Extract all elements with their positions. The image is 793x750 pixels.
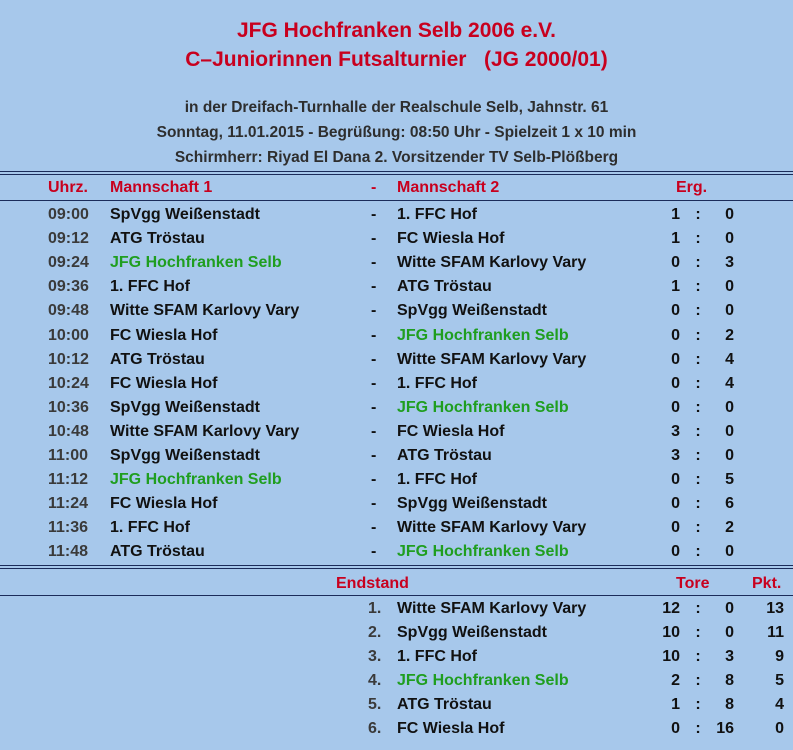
match-score-away: 2 — [725, 326, 734, 344]
standing-rank: 1. — [368, 600, 382, 617]
match-team1: JFG Hochfranken Selb — [110, 254, 282, 272]
standing-goals-for: 12 — [662, 600, 680, 617]
match-score-away: 0 — [725, 422, 734, 440]
match-team1: SpVgg Weißenstadt — [110, 398, 260, 416]
match-team1: FC Wiesla Hof — [110, 374, 218, 392]
match-score-sep: : — [695, 422, 701, 440]
standing-points: 5 — [775, 672, 784, 689]
match-dash: - — [371, 206, 377, 223]
match-score-sep: : — [695, 374, 701, 392]
standing-rank: 4. — [368, 672, 382, 689]
match-score-sep: : — [695, 326, 701, 344]
match-score-away: 0 — [725, 278, 734, 296]
header-goals: Tore — [676, 575, 710, 592]
match-time: 09:12 — [48, 230, 89, 248]
standing-goals-sep: : — [695, 720, 701, 737]
standing-points: 9 — [775, 648, 784, 665]
match-score-sep: : — [695, 398, 701, 416]
match-team2: 1. FFC Hof — [397, 206, 477, 223]
tournament-subtitle: C–Juniorinnen Futsalturnier (JG 2000/01) — [185, 48, 608, 71]
match-time: 09:48 — [48, 302, 89, 320]
standing-rank: 6. — [368, 720, 382, 737]
divider-top-2 — [0, 174, 793, 175]
header-time: Uhrz. — [48, 179, 88, 196]
match-team1: ATG Tröstau — [110, 350, 205, 368]
divider-mid-1 — [0, 565, 793, 566]
match-score-sep: : — [695, 278, 701, 296]
standing-goals-for: 1 — [671, 696, 680, 713]
match-score-home: 1 — [671, 278, 680, 296]
match-team1: 1. FFC Hof — [110, 278, 190, 296]
match-dash: - — [371, 302, 377, 320]
match-score-home: 0 — [671, 302, 680, 320]
match-team1: Witte SFAM Karlovy Vary — [110, 302, 300, 320]
match-score-away: 3 — [725, 254, 734, 272]
match-dash: - — [371, 254, 377, 272]
match-team2: SpVgg Weißenstadt — [397, 495, 547, 513]
standing-goals-for: 0 — [671, 720, 680, 737]
match-team1: ATG Tröstau — [110, 230, 205, 248]
standing-goals-sep: : — [695, 648, 701, 665]
match-team2: FC Wiesla Hof — [397, 230, 505, 248]
match-score-sep: : — [695, 519, 701, 537]
match-dash: - — [371, 495, 377, 513]
divider-top-1 — [0, 171, 793, 172]
match-time: 09:24 — [48, 254, 89, 272]
match-score-home: 0 — [671, 254, 680, 272]
standing-goals-for: 2 — [671, 672, 680, 689]
match-dash: - — [371, 278, 377, 296]
match-score-away: 0 — [725, 447, 734, 464]
standing-goals-sep: : — [695, 696, 701, 713]
match-team2: ATG Tröstau — [397, 447, 492, 464]
match-score-away: 4 — [725, 374, 734, 392]
match-dash: - — [371, 447, 377, 464]
match-score-sep: : — [695, 254, 701, 272]
match-score-home: 0 — [671, 398, 680, 416]
match-time: 11:36 — [48, 519, 89, 537]
match-score-away: 0 — [725, 206, 734, 223]
match-score-home: 0 — [671, 326, 680, 344]
match-time: 10:48 — [48, 422, 89, 440]
match-time: 10:00 — [48, 326, 89, 344]
match-score-sep: : — [695, 350, 701, 368]
divider-mid-2 — [0, 568, 793, 569]
match-score-sep: : — [695, 302, 701, 320]
match-score-home: 1 — [671, 206, 680, 223]
match-team1: FC Wiesla Hof — [110, 326, 218, 344]
standing-rank: 2. — [368, 624, 382, 641]
match-dash: - — [371, 326, 377, 344]
match-team2: Witte SFAM Karlovy Vary — [397, 519, 587, 537]
standing-points: 11 — [767, 624, 784, 641]
match-dash: - — [371, 471, 377, 489]
standing-goals-against: 8 — [725, 696, 734, 713]
standing-goals-sep: : — [695, 672, 701, 689]
match-dash: - — [371, 374, 377, 392]
standing-team: 1. FFC Hof — [397, 648, 477, 665]
match-score-home: 1 — [671, 230, 680, 248]
match-team1: FC Wiesla Hof — [110, 495, 218, 513]
match-score-away: 0 — [725, 543, 734, 561]
standing-goals-sep: : — [695, 600, 701, 617]
match-time: 10:12 — [48, 350, 89, 368]
divider-standings — [0, 595, 793, 596]
standing-team: SpVgg Weißenstadt — [397, 624, 547, 641]
match-team1: Witte SFAM Karlovy Vary — [110, 422, 300, 440]
match-score-home: 0 — [671, 495, 680, 513]
match-score-sep: : — [695, 230, 701, 248]
match-time: 11:12 — [48, 471, 89, 489]
standing-points: 4 — [775, 696, 784, 713]
standing-goals-against: 16 — [716, 720, 734, 737]
match-dash: - — [371, 519, 377, 537]
match-team2: 1. FFC Hof — [397, 471, 477, 489]
match-time: 09:36 — [48, 278, 89, 296]
standing-goals-sep: : — [695, 624, 701, 641]
match-time: 10:24 — [48, 374, 89, 392]
match-dash: - — [371, 230, 377, 248]
match-score-sep: : — [695, 447, 701, 464]
match-score-away: 0 — [725, 398, 734, 416]
match-team1: SpVgg Weißenstadt — [110, 447, 260, 464]
match-score-home: 0 — [671, 519, 680, 537]
match-team2: Witte SFAM Karlovy Vary — [397, 254, 587, 272]
standing-team: JFG Hochfranken Selb — [397, 672, 569, 689]
header-final-standings: Endstand — [336, 575, 409, 592]
match-score-home: 0 — [671, 374, 680, 392]
venue-info: in der Dreifach-Turnhalle der Realschule Selb, Jahnstr. 61 — [184, 99, 609, 116]
match-time: 11:48 — [48, 543, 89, 561]
match-score-sep: : — [695, 543, 701, 561]
match-score-away: 0 — [725, 230, 734, 248]
match-score-sep: : — [695, 471, 701, 489]
match-score-home: 0 — [671, 543, 680, 561]
match-team2: JFG Hochfranken Selb — [397, 543, 569, 561]
header-points: Pkt. — [752, 575, 782, 592]
match-team2: JFG Hochfranken Selb — [397, 398, 569, 416]
divider-header — [0, 200, 793, 201]
match-score-away: 0 — [725, 302, 734, 320]
header-team2: Mannschaft 2 — [397, 179, 500, 196]
match-team2: SpVgg Weißenstadt — [397, 302, 547, 320]
standing-rank: 5. — [368, 696, 382, 713]
standing-goals-against: 0 — [725, 600, 734, 617]
header-dash: - — [371, 179, 377, 196]
match-team2: JFG Hochfranken Selb — [397, 326, 569, 344]
standing-goals-against: 3 — [725, 648, 734, 665]
match-team2: 1. FFC Hof — [397, 374, 477, 392]
match-team1: 1. FFC Hof — [110, 519, 190, 537]
date-info: Sonntag, 11.01.2015 - Begrüßung: 08:50 Uhr - Spielzeit 1 x 10 min — [156, 124, 637, 141]
match-team2: FC Wiesla Hof — [397, 422, 505, 440]
standing-goals-for: 10 — [662, 624, 680, 641]
match-time: 09:00 — [48, 206, 89, 223]
standing-goals-against: 0 — [725, 624, 734, 641]
match-score-away: 2 — [725, 519, 734, 537]
match-time: 10:36 — [48, 398, 89, 416]
header-result: Erg. — [676, 179, 708, 196]
match-score-sep: : — [695, 206, 701, 223]
standing-team: FC Wiesla Hof — [397, 720, 505, 737]
match-team2: ATG Tröstau — [397, 278, 492, 296]
match-dash: - — [371, 422, 377, 440]
match-score-home: 0 — [671, 471, 680, 489]
match-time: 11:24 — [48, 495, 89, 513]
match-score-away: 4 — [725, 350, 734, 368]
match-score-home: 0 — [671, 350, 680, 368]
header-team1: Mannschaft 1 — [110, 179, 213, 196]
match-team1: ATG Tröstau — [110, 543, 205, 561]
match-dash: - — [371, 543, 377, 561]
standing-points: 13 — [766, 600, 784, 617]
match-score-sep: : — [695, 495, 701, 513]
standing-rank: 3. — [368, 648, 382, 665]
patron-info: Schirmherr: Riyad El Dana 2. Vorsitzender TV Selb-Plößberg — [174, 149, 619, 166]
match-dash: - — [371, 398, 377, 416]
standing-points: 0 — [775, 720, 784, 737]
match-team1: SpVgg Weißenstadt — [110, 206, 260, 223]
match-dash: - — [371, 350, 377, 368]
page-title: JFG Hochfranken Selb 2006 e.V. — [236, 19, 557, 42]
standing-team: ATG Tröstau — [397, 696, 492, 713]
match-team1: JFG Hochfranken Selb — [110, 471, 282, 489]
match-score-away: 6 — [725, 495, 734, 513]
standing-team: Witte SFAM Karlovy Vary — [397, 600, 587, 617]
match-time: 11:00 — [48, 447, 89, 464]
standing-goals-for: 10 — [662, 648, 680, 665]
match-score-home: 3 — [671, 447, 680, 464]
match-score-away: 5 — [725, 471, 734, 489]
standing-goals-against: 8 — [725, 672, 734, 689]
match-score-home: 3 — [671, 422, 680, 440]
match-team2: Witte SFAM Karlovy Vary — [397, 350, 587, 368]
